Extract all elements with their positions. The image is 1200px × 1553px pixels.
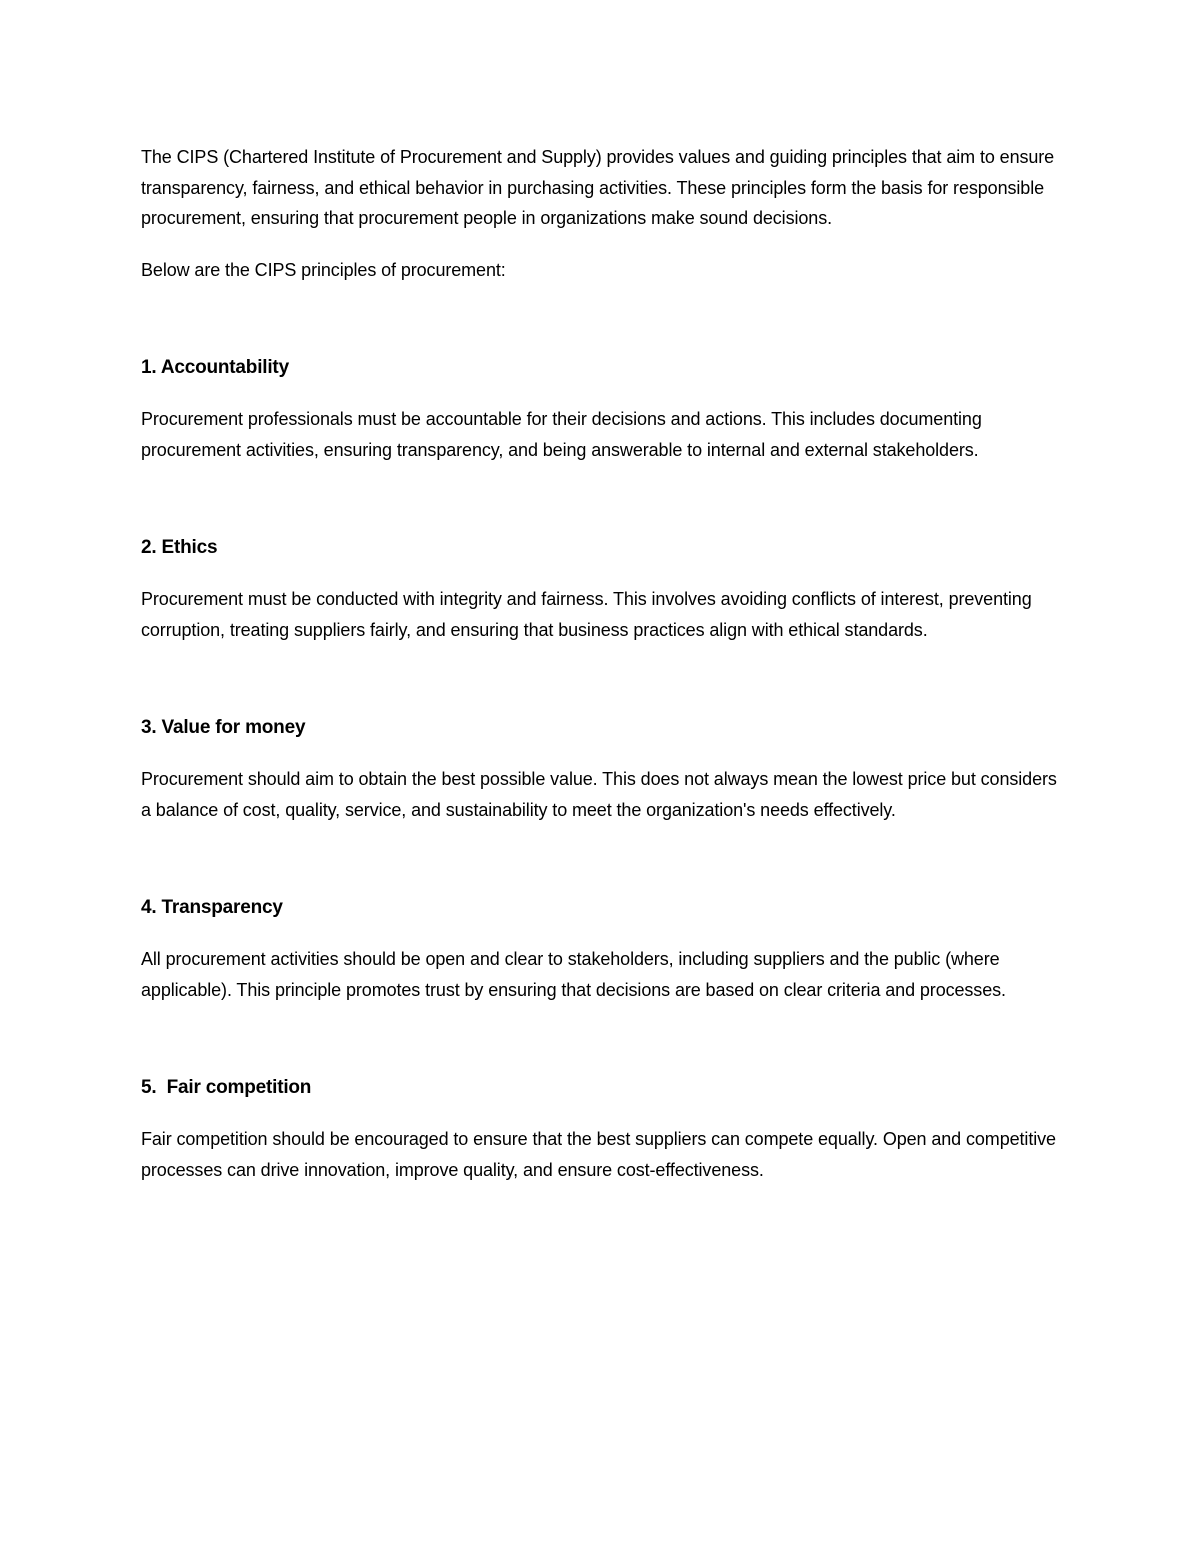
- section-body: All procurement activities should be open and clear to stakeholders, including suppliers and the public (where applicable). This principle promotes trust by ensuring that decisions are based on clear criteria and processes.: [141, 949, 1006, 1000]
- section-body: Procurement should aim to obtain the best possible value. This does not always mean the lowest price but considers a balance of cost, quality, service, and sustainability to meet the organization's needs effectively.: [141, 769, 1057, 820]
- section-value-for-money: [141, 713, 1066, 825]
- intro-paragraph: The CIPS (Chartered Institute of Procurement and Supply) provides values and guiding principles that aim to ensure transparency, fairness, and ethical behavior in purchasing activities. These principles form the basis for responsible procurement, ensuring that procurement people in organizations make sound decisions.: [141, 147, 1055, 228]
- section-heading: [141, 713, 1066, 743]
- section-accountability: [141, 353, 1066, 465]
- section-title: Value for money: [161, 717, 306, 738]
- section-title: Ethics: [161, 537, 218, 558]
- section-transparency: [141, 893, 1066, 1005]
- section-heading: [141, 353, 1066, 383]
- section-number: 3.: [141, 717, 157, 738]
- section-body: Fair competition should be encouraged to ensure that the best suppliers can compete equally. Open and competitive processes can drive innovation, improve quality, and ensure cost-effectiveness.: [141, 1129, 1056, 1180]
- section-number: 4.: [141, 897, 157, 918]
- section-title: Transparency: [161, 897, 283, 918]
- section-number: 1.: [141, 357, 157, 378]
- section-body: Procurement professionals must be accountable for their decisions and actions. This includes documenting procurement activities, ensuring transparency, and being answerable to internal and external stakeholders.: [141, 409, 982, 460]
- section-title: Accountability: [160, 357, 289, 378]
- section-body: Procurement must be conducted with integrity and fairness. This involves avoiding conflicts of interest, preventing corruption, treating suppliers fairly, and ensuring that business practices align with ethical standards.: [141, 589, 1032, 640]
- section-number: 5.: [141, 1077, 157, 1098]
- section-heading: [141, 1073, 1066, 1103]
- document-body: [141, 142, 1066, 1185]
- section-title: Fair competition: [166, 1077, 312, 1098]
- section-number: 2.: [141, 537, 157, 558]
- section-ethics: [141, 533, 1066, 645]
- lead-paragraph: Below are the CIPS principles of procurement:: [141, 259, 506, 280]
- section-heading: [141, 893, 1066, 923]
- section-heading: [141, 533, 1066, 563]
- section-fair-competition: [141, 1073, 1066, 1185]
